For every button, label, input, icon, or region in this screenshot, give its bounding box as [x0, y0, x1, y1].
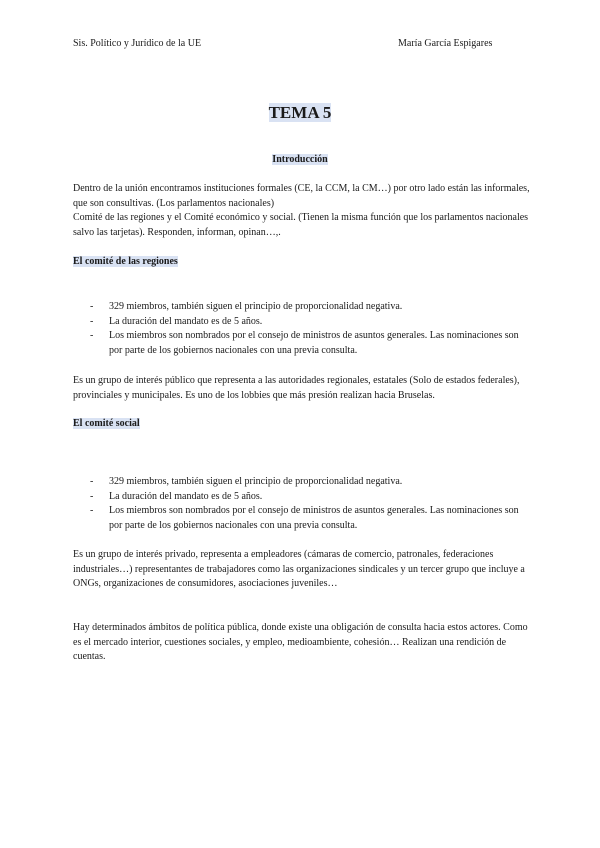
regiones-list: [90, 300, 530, 358]
closing-paragraph: Hay determinados ámbitos de política pública, donde existe una obligación de consulta hacia estos actores. Como es el mercado interior, cuestiones sociales, y empleo, medioambiente, cohesión… Realizan una rendición de cuentas.: [73, 622, 528, 662]
regiones-heading-text: El comité de las regiones: [73, 256, 178, 267]
intro-heading-text: Introducción: [272, 154, 328, 165]
regiones-heading: [73, 256, 178, 267]
social-list: [90, 475, 530, 533]
header-course: Sis. Político y Jurídico de la UE: [73, 38, 202, 49]
social-paragraph: Es un grupo de interés privado, representa a empleadores (cámaras de comercio, patronales, federaciones industriales…) representantes de trabajadores como las organizaciones sindicales y un tercer grupo que incluye a ONGs, organizaciones de consumidores, asociaciones juveniles…: [73, 549, 525, 589]
list-item: - Los miembros son nombrados por el consejo de ministros de asuntos generales. Las nominaciones son por parte de los gobiernos nacionales con una previa consulta.: [90, 329, 530, 358]
list-item: - 329 miembros, también siguen el principio de proporcionalidad negativa.: [90, 300, 530, 315]
title-text: TEMA 5: [268, 103, 332, 122]
header-author: María García Espigares: [398, 38, 493, 49]
list-item: - La duración del mandato es de 5 años.: [90, 315, 530, 330]
social-heading-text: El comité social: [73, 418, 140, 429]
intro-text: [73, 182, 533, 240]
regiones-paragraph: Es un grupo de interés público que representa a las autoridades regionales, estatales (Solo de estados federales), provinciales y municipales. Es uno de los lobbies que más presión realizan hacia Bruselas.: [73, 375, 520, 401]
page-title: [0, 103, 600, 123]
list-item: - Los miembros son nombrados por el consejo de ministros de asuntos generales. Las nominaciones son por parte de los gobiernos nacionales con una previa consulta.: [90, 504, 530, 533]
list-item: - La duración del mandato es de 5 años.: [90, 490, 530, 505]
intro-paragraph-1: Dentro de la unión encontramos instituciones formales (CE, la CCM, la CM…) por otro lado están las informales, que son consultivas. (Los parlamentos nacionales): [73, 183, 530, 209]
intro-paragraph-2: Comité de las regiones y el Comité económico y social. (Tienen la misma función que los parlamentos nacionales salvo las tarjetas). Responden, informan, opinan…,.: [73, 212, 529, 238]
intro-heading: [0, 154, 600, 165]
social-heading: [73, 418, 140, 429]
list-item: - 329 miembros, también siguen el principio de proporcionalidad negativa.: [90, 475, 530, 490]
